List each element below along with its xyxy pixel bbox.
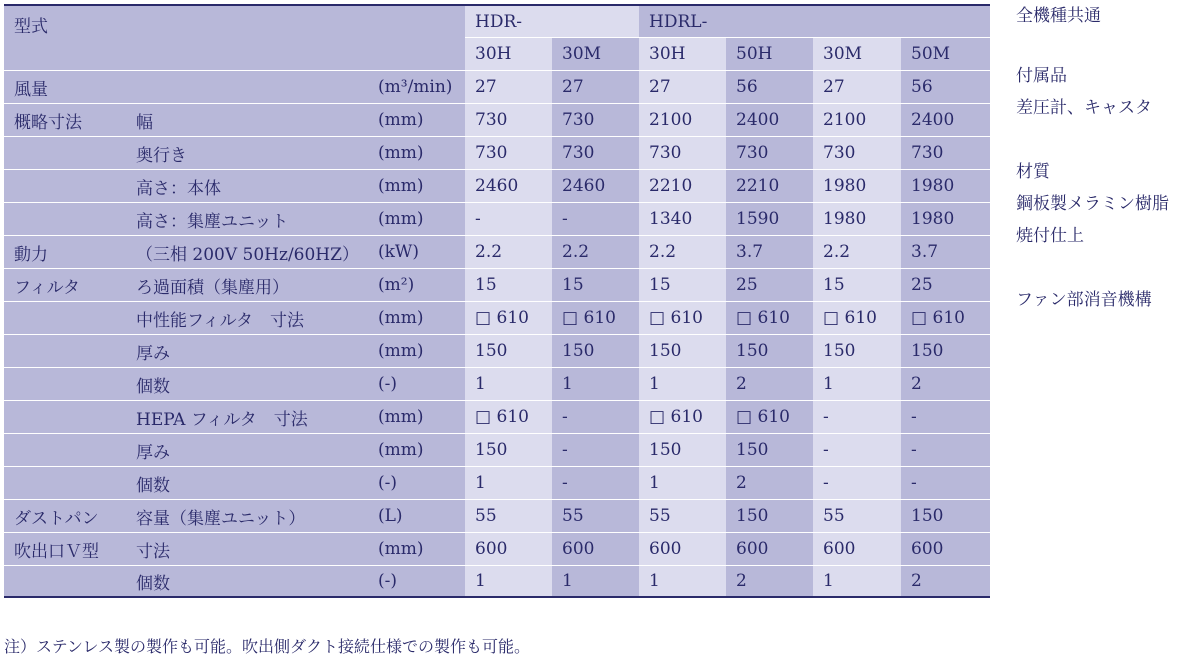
row-unit: (mm) xyxy=(368,202,465,235)
table-row xyxy=(4,103,990,136)
value-cell: 2 xyxy=(726,466,813,499)
value-cell: - xyxy=(901,433,990,466)
model-col-2: 30M xyxy=(552,37,639,70)
table-row xyxy=(4,433,990,466)
row-unit: (-) xyxy=(368,367,465,400)
table-row xyxy=(4,136,990,169)
value-cell: 56 xyxy=(901,70,990,103)
value-cell: - xyxy=(552,202,639,235)
value-cell: 1980 xyxy=(813,169,901,202)
row-category xyxy=(4,466,126,499)
table-row xyxy=(4,235,990,268)
footnote: 注）ステンレス製の製作も可能。吹出側ダクト接続仕様での製作も可能。 xyxy=(4,637,531,656)
value-cell: 2.2 xyxy=(813,235,901,268)
value-cell: 3.7 xyxy=(901,235,990,268)
table-row xyxy=(4,466,990,499)
value-cell: 55 xyxy=(639,499,726,532)
row-item: 厚み xyxy=(126,334,368,367)
value-cell: 150 xyxy=(726,433,813,466)
row-category xyxy=(4,400,126,433)
value-cell: 55 xyxy=(465,499,552,532)
row-unit: (mm) xyxy=(368,532,465,565)
row-item: 個数 xyxy=(126,466,368,499)
value-cell: 1980 xyxy=(901,202,990,235)
value-cell: □ 610 xyxy=(465,301,552,334)
side-accessories: 差圧計、キャスタ xyxy=(1016,98,1152,118)
value-cell: 1980 xyxy=(901,169,990,202)
value-cell: 1590 xyxy=(726,202,813,235)
value-cell: 730 xyxy=(726,136,813,169)
value-cell: □ 610 xyxy=(552,301,639,334)
value-cell: 600 xyxy=(901,532,990,565)
row-category xyxy=(4,433,126,466)
value-cell: 150 xyxy=(639,334,726,367)
value-cell: 2.2 xyxy=(552,235,639,268)
value-cell: - xyxy=(552,466,639,499)
value-cell: 1 xyxy=(639,565,726,598)
row-unit: (-) xyxy=(368,466,465,499)
value-cell: - xyxy=(552,400,639,433)
value-cell: - xyxy=(552,433,639,466)
side-accessories-title: 付属品 xyxy=(1016,66,1067,86)
value-cell: 150 xyxy=(813,334,901,367)
side-common: 全機種共通 xyxy=(1016,6,1101,26)
row-item: ろ過面積（集塵用） xyxy=(126,268,368,301)
row-unit: (mm) xyxy=(368,103,465,136)
value-cell: 2 xyxy=(726,565,813,598)
side-material-1: 鋼板製メラミン樹脂 xyxy=(1016,194,1169,214)
row-item: 幅 xyxy=(126,103,368,136)
row-category: 風量 xyxy=(4,70,126,103)
value-cell: 2100 xyxy=(639,103,726,136)
side-material-title: 材質 xyxy=(1016,162,1050,182)
model-col-6: 50M xyxy=(901,37,990,70)
value-cell: 600 xyxy=(639,532,726,565)
value-cell: □ 610 xyxy=(639,400,726,433)
row-unit: (mm) xyxy=(368,433,465,466)
value-cell: 730 xyxy=(465,103,552,136)
row-category xyxy=(4,202,126,235)
group-hdr: HDR- xyxy=(465,4,639,37)
value-cell: 1980 xyxy=(813,202,901,235)
value-cell: 600 xyxy=(465,532,552,565)
side-fan: ファン部消音機構 xyxy=(1016,290,1152,310)
row-category: 動力 xyxy=(4,235,126,268)
row-category xyxy=(4,301,126,334)
row-item: 厚み xyxy=(126,433,368,466)
value-cell: 1 xyxy=(639,466,726,499)
row-item: HEPA フィルタ 寸法 xyxy=(126,400,368,433)
table-row xyxy=(4,268,990,301)
value-cell: 2210 xyxy=(639,169,726,202)
value-cell: 730 xyxy=(552,136,639,169)
row-unit: (mm) xyxy=(368,301,465,334)
value-cell: 2 xyxy=(901,565,990,598)
row-unit: (m²) xyxy=(368,268,465,301)
model-col-5: 30M xyxy=(813,37,901,70)
value-cell: 2.2 xyxy=(465,235,552,268)
table-row xyxy=(4,499,990,532)
row-unit: (kW) xyxy=(368,235,465,268)
row-unit: (mm) xyxy=(368,400,465,433)
value-cell: 150 xyxy=(465,433,552,466)
value-cell: □ 610 xyxy=(901,301,990,334)
table-row xyxy=(4,367,990,400)
model-col-3: 30H xyxy=(639,37,726,70)
value-cell: 15 xyxy=(465,268,552,301)
value-cell: 2210 xyxy=(726,169,813,202)
value-cell: 600 xyxy=(813,532,901,565)
value-cell: □ 610 xyxy=(813,301,901,334)
value-cell: 730 xyxy=(901,136,990,169)
value-cell: 600 xyxy=(726,532,813,565)
value-cell: - xyxy=(813,433,901,466)
row-item: 奥行き xyxy=(126,136,368,169)
group-hdrl: HDRL- xyxy=(639,4,990,37)
value-cell: 15 xyxy=(639,268,726,301)
value-cell: 1 xyxy=(813,565,901,598)
value-cell: 150 xyxy=(726,499,813,532)
row-item: 中性能フィルタ 寸法 xyxy=(126,301,368,334)
row-category: 概略寸法 xyxy=(4,103,126,136)
value-cell: 1 xyxy=(465,565,552,598)
value-cell: 2400 xyxy=(901,103,990,136)
value-cell: 730 xyxy=(465,136,552,169)
row-unit: (mm) xyxy=(368,334,465,367)
value-cell: 730 xyxy=(813,136,901,169)
value-cell: 55 xyxy=(813,499,901,532)
row-category xyxy=(4,334,126,367)
header-row-groups xyxy=(4,4,990,37)
value-cell: 15 xyxy=(552,268,639,301)
value-cell: - xyxy=(813,466,901,499)
table-row xyxy=(4,565,990,598)
spec-table xyxy=(4,4,990,598)
row-item: 高さ：集塵ユニット xyxy=(126,202,368,235)
value-cell: 1 xyxy=(639,367,726,400)
model-col-1: 30H xyxy=(465,37,552,70)
row-item: （三相 200V 50Hz/60HZ） xyxy=(126,235,368,268)
value-cell: □ 610 xyxy=(726,301,813,334)
value-cell: - xyxy=(901,400,990,433)
row-category: 吹出口Ｖ型 xyxy=(4,532,126,565)
value-cell: 15 xyxy=(813,268,901,301)
value-cell: □ 610 xyxy=(726,400,813,433)
row-category: フィルタ xyxy=(4,268,126,301)
value-cell: 56 xyxy=(726,70,813,103)
value-cell: 600 xyxy=(552,532,639,565)
value-cell: 1 xyxy=(552,565,639,598)
row-category xyxy=(4,136,126,169)
row-item: 寸法 xyxy=(126,532,368,565)
row-unit: (L) xyxy=(368,499,465,532)
row-item: 容量（集塵ユニット） xyxy=(126,499,368,532)
table-row xyxy=(4,532,990,565)
value-cell: 150 xyxy=(726,334,813,367)
row-item: 個数 xyxy=(126,565,368,598)
value-cell: - xyxy=(465,202,552,235)
value-cell: 55 xyxy=(552,499,639,532)
value-cell: 2460 xyxy=(465,169,552,202)
table-row xyxy=(4,400,990,433)
value-cell: 27 xyxy=(813,70,901,103)
row-item: 高さ：本体 xyxy=(126,169,368,202)
value-cell: 1 xyxy=(465,466,552,499)
value-cell: 150 xyxy=(465,334,552,367)
model-col-4: 50H xyxy=(726,37,813,70)
value-cell: 25 xyxy=(726,268,813,301)
value-cell: 2 xyxy=(726,367,813,400)
value-cell: 1 xyxy=(465,367,552,400)
value-cell: 2460 xyxy=(552,169,639,202)
value-cell: 2.2 xyxy=(639,235,726,268)
table-row xyxy=(4,202,990,235)
table-row xyxy=(4,334,990,367)
row-category: ダストパン xyxy=(4,499,126,532)
value-cell: 3.7 xyxy=(726,235,813,268)
value-cell: 730 xyxy=(552,103,639,136)
value-cell: 27 xyxy=(552,70,639,103)
model-label: 型式 xyxy=(4,4,465,70)
row-category xyxy=(4,367,126,400)
row-item xyxy=(126,70,368,103)
value-cell: - xyxy=(813,400,901,433)
value-cell: 27 xyxy=(639,70,726,103)
row-category xyxy=(4,169,126,202)
table-row xyxy=(4,301,990,334)
value-cell: - xyxy=(901,466,990,499)
value-cell: 1 xyxy=(813,367,901,400)
value-cell: 2100 xyxy=(813,103,901,136)
value-cell: 730 xyxy=(639,136,726,169)
value-cell: 150 xyxy=(901,334,990,367)
value-cell: 27 xyxy=(465,70,552,103)
value-cell: 1340 xyxy=(639,202,726,235)
row-unit: (-) xyxy=(368,565,465,598)
value-cell: 150 xyxy=(552,334,639,367)
row-unit: (mm) xyxy=(368,136,465,169)
value-cell: 2 xyxy=(901,367,990,400)
row-unit: (m³/min) xyxy=(368,70,465,103)
value-cell: □ 610 xyxy=(465,400,552,433)
row-category xyxy=(4,565,126,598)
value-cell: □ 610 xyxy=(639,301,726,334)
side-material-2: 焼付仕上 xyxy=(1016,226,1084,246)
value-cell: 1 xyxy=(552,367,639,400)
table-row xyxy=(4,70,990,103)
value-cell: 150 xyxy=(639,433,726,466)
value-cell: 25 xyxy=(901,268,990,301)
row-unit: (mm) xyxy=(368,169,465,202)
value-cell: 150 xyxy=(901,499,990,532)
value-cell: 2400 xyxy=(726,103,813,136)
row-item: 個数 xyxy=(126,367,368,400)
table-row xyxy=(4,169,990,202)
